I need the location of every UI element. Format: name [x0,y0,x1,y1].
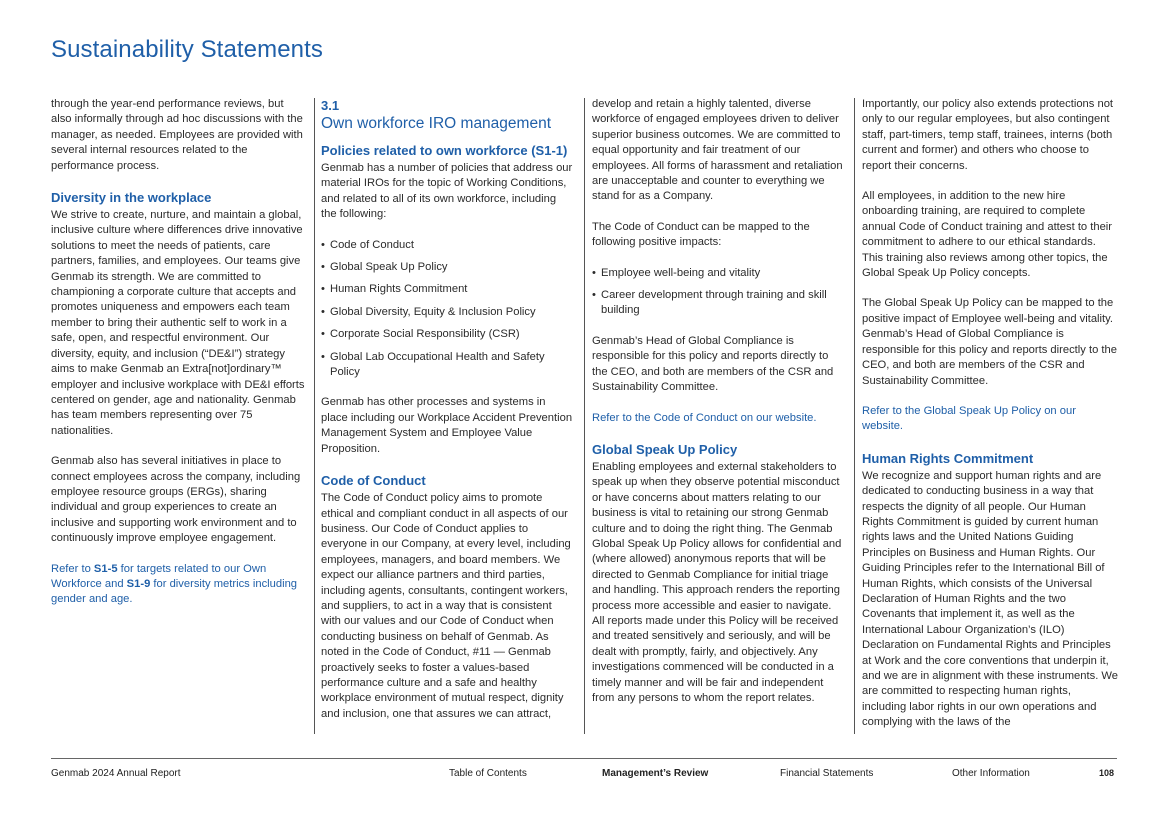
list-item: • Career development through training and skill building [592,288,844,319]
code-of-conduct-heading: Code of Conduct [321,473,426,489]
footer-nav-other-information[interactable]: Other Information [952,768,1030,779]
policies-heading: Policies related to own workforce (S1-1) [321,143,568,158]
footer-report-title: Genmab 2024 Annual Report [51,768,181,779]
impacts-list [592,266,844,319]
page-number: 108 [1099,768,1115,778]
s1-9-link[interactable]: S1-9 [126,577,151,590]
list-item: • Code of Conduct [321,238,573,253]
footer-nav-table-of-contents[interactable]: Table of Contents [449,768,527,779]
footer-nav-financial-statements[interactable]: Financial Statements [780,768,874,779]
code-of-conduct-continued: develop and retain a highly talented, diverse workforce of engaged employees driven to deliver superior business outcomes. We are committed to equal opportunity and fair treatment of our employees. All forms of harassment and retaliation are unacceptable and counter to everything we stand for as a Company. [592,98,843,203]
column-3 [592,97,844,706]
speak-up-paragraph-3: All employees, in addition to the new hire onboarding training, are required to complete annual Code of Conduct training and attest to their commitment to adhere to our ethical standards. This training also reviews among other topics, the Global Speak Up Policy concepts. [862,190,1113,280]
list-item: • Global Speak Up Policy [321,260,573,275]
other-processes-paragraph: Genmab has other processes and systems in place including our Workplace Accident Prevention Management System and Employee Value Proposition. [321,396,573,455]
list-item: • Employee well-being and vitality [592,266,844,281]
section-title: Own workforce IRO management [321,115,552,132]
code-of-conduct-website-link[interactable]: Refer to the Code of Conduct on our website. [592,411,817,424]
diversity-refer-link[interactable]: Refer to S1-5 for targets related to our Own Workforce and S1-9 for diversity metrics including gender and age. [51,562,298,606]
mapped-impacts-intro: The Code of Conduct can be mapped to the following positive impacts: [592,220,810,249]
performance-intro-paragraph: through the year-end performance reviews, but also informally through ad hoc discussions with the manager, as needed. Employees are provided with several internal resources related to the performance process. [51,98,303,172]
diversity-paragraph-1: We strive to create, nurture, and maintain a global, inclusive culture where differences drive innovative solutions to meet the needs of patients, care partners, families, and employees. Our teams give Genmab its strength. We are committed to championing a corporate culture that accepts and promotes uniqueness and empowers each team member to bring their authentic self to work in a safe, open, and respectful environment. Our diversity, equity, and inclusion (“DE&I”) strategy aims to make Genmab an Extra[not]ordinary™ employer and inclusive workplace with DE&I efforts centered on gender, age and nationality. Genmab has team members representing over 75 nationalities. [51,209,305,437]
speak-up-paragraph-4: The Global Speak Up Policy can be mapped to the positive impact of Employee well-being and vitality. Genmab’s Head of Global Compliance is responsible for this policy and reports directly to the CEO, and both are members of the CSR and Sustainability Committee. [862,297,1117,387]
column-4 [862,97,1118,731]
column-divider [314,98,315,734]
head-compliance-paragraph: Genmab’s Head of Global Compliance is responsible for this policy and reports directly to the CEO, and both are members of the CSR and Sustainability Committee. [592,334,834,394]
s1-5-link[interactable]: S1-5 [93,562,118,575]
speak-up-heading: Global Speak Up Policy [592,441,738,457]
column-1 [51,97,307,623]
column-divider [854,98,855,734]
human-rights-heading: Human Rights Commitment [862,450,1034,466]
code-of-conduct-paragraph: The Code of Conduct policy aims to promote ethical and compliant conduct in all aspects of our business. Our Code of Conduct applies to everyone in our Company, at every level, including employees, managers, and board members. We expect our alliance partners and third parties, including agents, consultants, contingent workers, and suppliers, to act in a way that is consistent with our values and our Code of Conduct when conducting business on behalf of Genmab. As noted in the Code of Conduct, #11 — Genmab proactively seeks to foster a values-based performance culture and a safe and healthy workplace environment of mutual respect, dignity and inclusion, one that assures we can attract, [321,492,571,720]
footer-divider [51,758,1117,759]
list-item: • Human Rights Commitment [321,282,573,297]
speak-up-website-link[interactable]: Refer to the Global Speak Up Policy on our website. [862,404,1076,433]
speak-up-paragraph-2: Importantly, our policy also extends protections not only to our regular employees, but also contingent staff, part-timers, temp staff, trainees, interns (both current and former) and others who choose to report their concerns. [862,98,1114,172]
policies-intro: Genmab has a number of policies that address our material IROs for the topic of Working Conditions, and related to all of its own workforce, including the following: [321,162,573,221]
column-divider [584,98,585,734]
diversity-heading: Diversity in the workplace [51,190,212,206]
section-number: 3.1 [321,98,340,113]
column-2 [321,97,573,722]
diversity-paragraph-2: Genmab also has several initiatives in place to connect employees across the company, including employee resource groups (ERGs), sharing individual and group experiences to create an inclusive and supporting work environment and to continuously improve employee engagement. [51,455,301,545]
policies-list [321,238,573,381]
page-title: Sustainability Statements [51,36,323,63]
speak-up-paragraph-1: Enabling employees and external stakeholders to speak up when they observe potential misconduct or have concerns about matters relating to our business is vital to retaining our strong Genmab culture and to doing the right thing. The Genmab Global Speak Up Policy allows for confidential and (where allowed) anonymous reports that will be directed to Genmab Compliance for initial triage and handling. This approach renders the reporting process more accessible and easier to navigate. All reports made under this Policy will be received and treated sensitively and seriously, and will be dealt with promptly, fairly, and objectively. Any investigations commenced will be conducted in a timely manner and will be fair and independent from any persons to whom the report relates. [592,460,842,704]
list-item: • Global Diversity, Equity & Inclusion Policy [321,305,573,320]
human-rights-paragraph: We recognize and support human rights and are dedicated to conducting business in a way that respects the dignity of all people. Our Human Rights Commitment is guided by current human rights laws and the United Nations Guiding Principles on Business and Human Rights. Our Guiding Principles refer to the International Bill of Human Rights, which consists of the Universal Declaration of Human Rights and the two Covenants that implement it, as well as the International Labour Organization’s (ILO) Declaration on Fundamental Rights and Principles at Work and the core conventions that underpin it, and we are in alignment with these instruments. We are committed to respecting human rights, including labor rights in our own operations and complying with the laws of the [862,469,1118,729]
list-item: • Global Lab Occupational Health and Safety Policy [321,350,573,381]
footer-nav-management-review[interactable]: Management’s Review [602,768,709,779]
list-item: • Corporate Social Responsibility (CSR) [321,327,573,342]
